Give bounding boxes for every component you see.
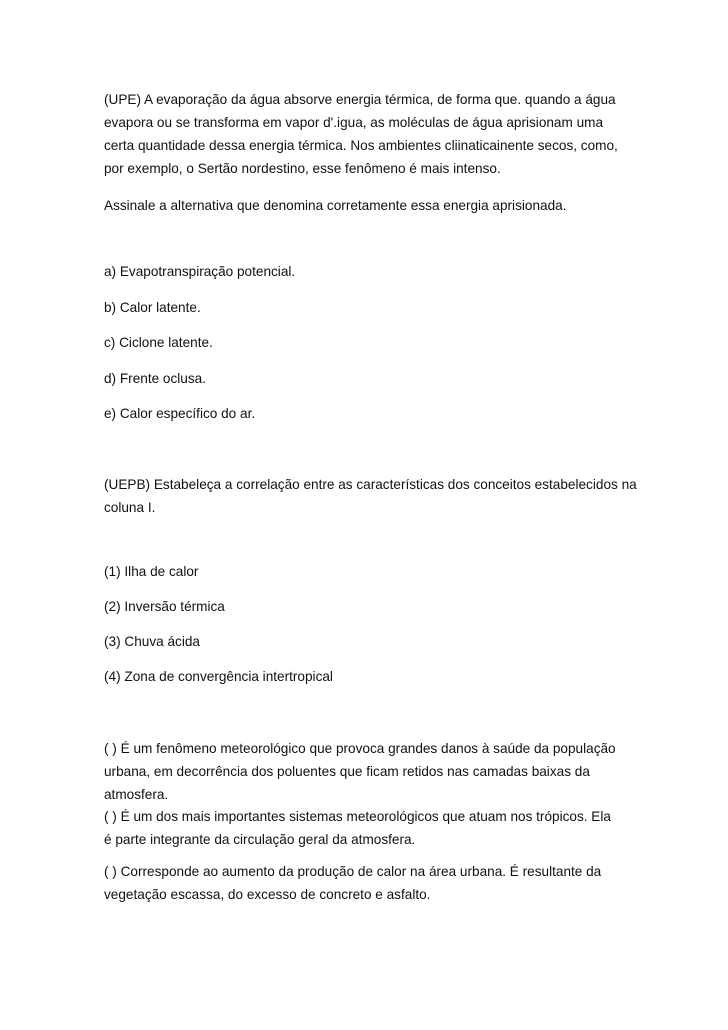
- q1-option-c: c) Ciclone latente.: [104, 335, 213, 350]
- q1-stem-line: por exemplo, o Sertão nordestino, esse fenômeno é mais intenso.: [104, 161, 501, 176]
- statement-line: atmosfera.: [104, 787, 169, 802]
- q1-stem: [104, 88, 644, 180]
- q1-option-a: a) Evapotranspiração potencial.: [104, 264, 296, 279]
- q1-option-e: e) Calor específico do ar.: [104, 406, 256, 421]
- q2-concept-2: (2) Inversão térmica: [104, 599, 225, 614]
- q2-stem-line: (UEPB) Estabeleça a correlação entre as características dos conceitos estabelecidos na: [104, 477, 637, 492]
- q2-statement-3: [104, 860, 644, 906]
- q2-concept-3: (3) Chuva ácida: [104, 634, 200, 649]
- statement-line: urbana, em decorrência dos poluentes que ficam retidos nas camadas baixas da: [104, 764, 590, 779]
- q1-stem-line: evapora ou se transforma em vapor d'.igua, as moléculas de água aprisionam uma: [104, 115, 604, 130]
- statement-line: vegetação escassa, do excesso de concreto e asfalto.: [104, 887, 431, 902]
- q2-statement-2: [104, 805, 644, 851]
- q2-concept-1: (1) Ilha de calor: [104, 564, 199, 579]
- q1-instruction: Assinale a alternativa que denomina corretamente essa energia aprisionada.: [104, 198, 567, 213]
- statement-line: ( ) É um fenômeno meteorológico que provoca grandes danos à saúde da população: [104, 741, 616, 756]
- q2-stem: [104, 473, 644, 519]
- statement-line: ( ) Corresponde ao aumento da produção de calor na área urbana. É resultante da: [104, 864, 602, 879]
- statement-line: ( ) É um dos mais importantes sistemas meteorológicos que atuam nos trópicos. Ela: [104, 809, 611, 824]
- statement-line: é parte integrante da circulação geral da atmosfera.: [104, 832, 416, 847]
- q1-stem-line: (UPE) A evaporação da água absorve energia térmica, de forma que. quando a água: [104, 92, 616, 107]
- q1-option-d: d) Frente oclusa.: [104, 371, 206, 386]
- q1-option-b: b) Calor latente.: [104, 300, 201, 315]
- q2-stem-line: coluna I.: [104, 500, 156, 515]
- q1-stem-line: certa quantidade dessa energia térmica. Nos ambientes cliinaticainente secos, como,: [104, 138, 618, 153]
- q2-statement-1: [104, 737, 644, 806]
- q2-concept-4: (4) Zona de convergência intertropical: [104, 669, 333, 684]
